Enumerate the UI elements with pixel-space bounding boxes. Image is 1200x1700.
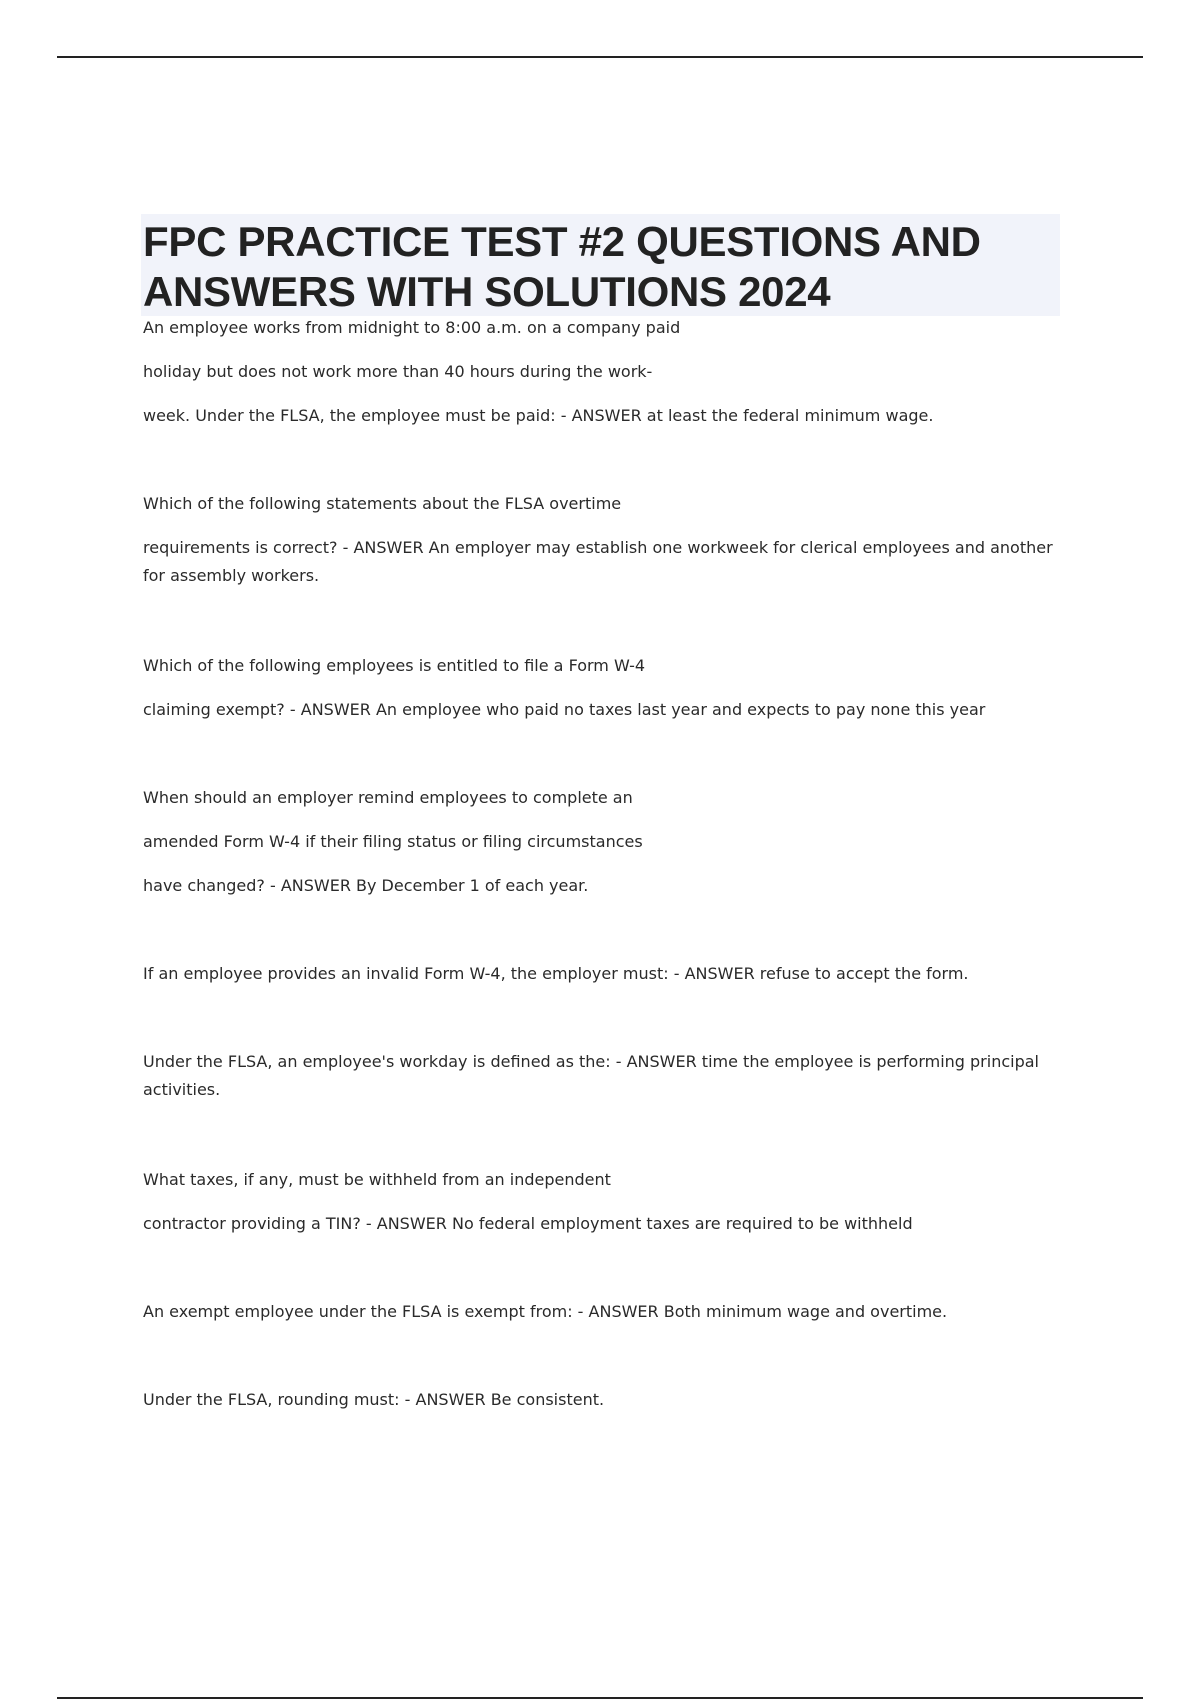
answer-line: If an employee provides an invalid Form W-4, the employer must: - ANSWER refuse to accept the form. [143,964,969,983]
top-rule [57,56,1143,58]
answer-line: week. Under the FLSA, the employee must be paid: - ANSWER at least the federal minimum wage. [143,406,934,425]
answer-line: An exempt employee under the FLSA is exempt from: - ANSWER Both minimum wage and overtime. [143,1302,948,1321]
answer-line: claiming exempt? - ANSWER An employee who paid no taxes last year and expects to pay none this year [143,700,986,719]
question-line: What taxes, if any, must be withheld from an independent [143,1170,611,1189]
answer-line: contractor providing a TIN? - ANSWER No federal employment taxes are required to be withheld [143,1214,913,1233]
question-line: Which of the following statements about the FLSA overtime [143,494,622,513]
answer-line: Under the FLSA, an employee's workday is defined as the: - ANSWER time the employee is performing principal activities. [143,1052,1039,1099]
answer-line: have changed? - ANSWER By December 1 of each year. [143,876,589,895]
answer-line: Under the FLSA, rounding must: - ANSWER Be consistent. [143,1390,605,1409]
question-line: An employee works from midnight to 8:00 a.m. on a company paid [143,318,681,337]
question-line: holiday but does not work more than 40 hours during the work- [143,362,653,381]
title-block [141,214,1060,316]
answer-line: requirements is correct? - ANSWER An employer may establish one workweek for clerical employees and another for assembly workers. [143,538,1053,585]
document-title: FPC PRACTICE TEST #2 QUESTIONS AND ANSWERS WITH SOLUTIONS 2024 [143,218,981,315]
bottom-rule [57,1697,1143,1699]
question-line: amended Form W-4 if their filing status or filing circumstances [143,832,643,851]
question-line: When should an employer remind employees to complete an [143,788,633,807]
question-line: Which of the following employees is entitled to file a Form W-4 [143,656,646,675]
